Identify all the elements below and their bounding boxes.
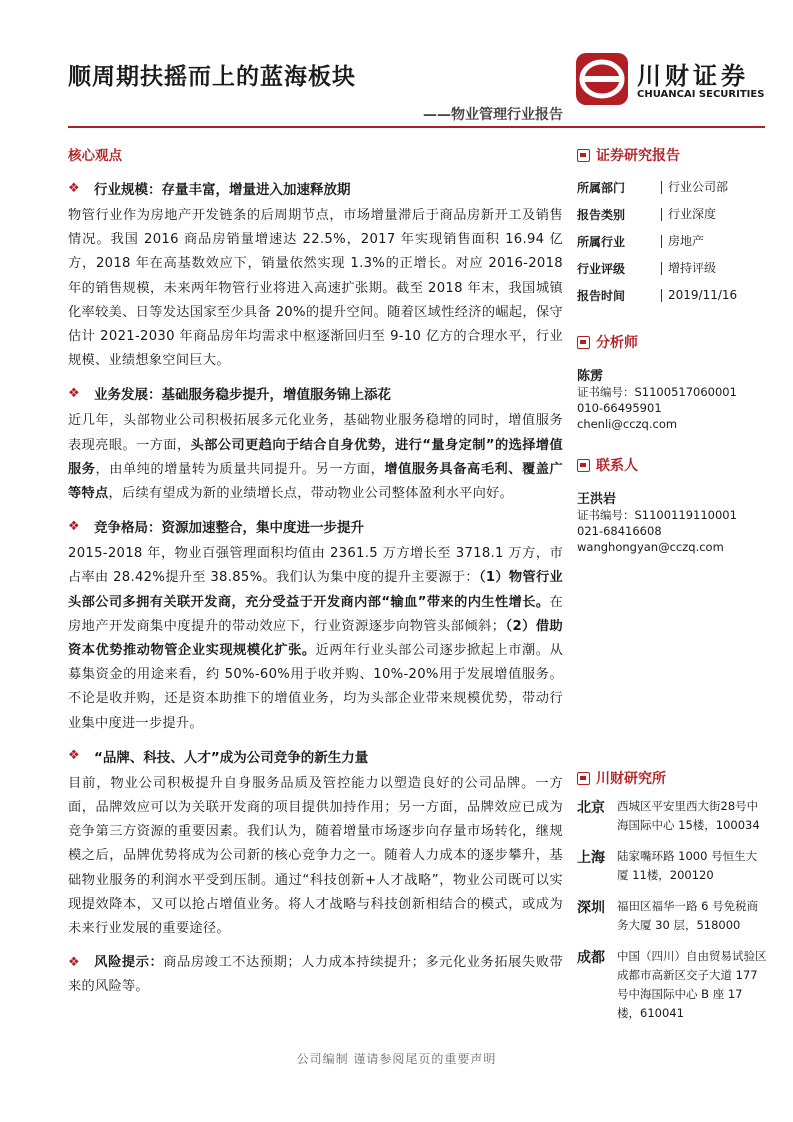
institute-icon [577, 772, 590, 785]
analyst-email[interactable]: chenli@cczq.com [577, 417, 678, 431]
info-row: 所属部门 行业公司部 [577, 180, 729, 195]
section-paragraph: 2015-2018 年，物业百强管理面积均值由 2361.5 万方增长至 3718.1 万方，市占率由 28.42%提升至 38.85%。我们认为集中度的提升主要源于：（1）物管行业头部公司多拥有关联开发商，充分受益于开发商内部“输血”带来的内生性增长。在房地产开发商集中度提升的带动效应下，行业资源逐步向物管头部倾斜；（2）借助资本优势推动物管企业实现规模化扩张。近两年行业头部公司逐步掀起上市潮。从募集资金的用途来看，约 50%-60%用于收并购、10%-20%用于发展增值服务。不论是收并购，还是资本助推下的增值业务，均为头部企业带来规模优势，带动行业集中度进一步提升。 [68, 546, 563, 731]
office-item: 成都 中国（四川）自由贸易试验区成都市高新区交子大道 177 号中海国际中心 B 座 17 楼，610041 [577, 949, 767, 1020]
info-row: 所属行业 房地产 [577, 234, 705, 249]
contact-heading: 联系人 [577, 454, 767, 476]
section-paragraph: 目前，物业公司积极提升自身服务品质及管控能力以塑造良好的公司品牌。一方面，品牌效应可以为关联开发商的项目提供加持作用；另一方面，品牌效应已成为竞争第三方资源的重要因素。我们认为，随着增量市场逐步向存量市场转化，继规模之后，品牌优势将成为公司新的核心竞争力之一。随着人力成本的逐步攀升，基础物业服务的利润水平受到压制。通过“科技创新+人才战略”，物业公司既可以实现提效降本，又可以抢占增值业务。将人才战略与科技创新相结合的模式，或成为未来行业发展的重要途径。 [68, 775, 563, 937]
header-divider [68, 126, 765, 128]
report-info-table [577, 174, 767, 309]
analyst-heading: 分析师 [577, 331, 767, 353]
contact-email[interactable]: wanghongyan@cczq.com [577, 540, 724, 554]
diamond-bullet-icon: ❖ [68, 180, 80, 196]
risk-paragraph: ❖ 风险提示：商品房竣工不达预期；人力成本持续提升；多元化业务拓展失败带来的风险等。 [68, 951, 563, 999]
main-column [68, 144, 563, 1000]
section-heading-text: “品牌、科技、人才”成为公司竞争的新生力量 [94, 749, 369, 766]
chuancai-logo-icon [575, 52, 629, 106]
section-heading-text: 竞争格局：资源加速整合，集中度进一步提升 [94, 520, 364, 537]
company-logo [575, 52, 765, 110]
footer-disclaimer: 公司编制 谨请参阅尾页的重要声明 [296, 1052, 497, 1066]
analyst-icon [577, 336, 590, 349]
brand-name-cn: 川财证券 [637, 62, 749, 90]
info-row: 报告类别 行业深度 [577, 207, 717, 222]
info-row: 行业评级 增持评级 [577, 261, 717, 276]
contact-phone: 021-68416608 [577, 524, 662, 538]
report-title: 顺周期扶摇而上的蓝海板块 [68, 64, 356, 90]
contact-icon [577, 459, 590, 472]
analyst-cert: 证书编号：S1100517060001 [577, 385, 737, 399]
brand-name-en: CHUANCAI SECURITIES [637, 89, 765, 100]
sidebar [577, 144, 767, 1035]
report-icon [577, 149, 590, 162]
section-heading [68, 176, 563, 200]
diamond-bullet-icon: ❖ [68, 955, 80, 971]
contact-cert: 证书编号：S1100119110001 [577, 508, 737, 522]
diamond-bullet-icon: ❖ [68, 385, 80, 401]
section-heading-text: 业务发展：基础服务稳步提升，增值服务锦上添花 [94, 387, 391, 404]
analyst-phone: 010-66495901 [577, 401, 662, 415]
diamond-bullet-icon: ❖ [68, 748, 80, 764]
office-item: 深圳 福田区福华一路 6 号免税商务大厦 30 层，518000 [577, 899, 759, 932]
section-heading-text: 行业规模：存量丰富，增量进入加速释放期 [94, 182, 351, 198]
section-heading [68, 381, 563, 405]
office-item: 上海 陆家嘴环路 1000 号恒生大厦 11楼，200120 [577, 849, 758, 882]
diamond-bullet-icon: ❖ [68, 518, 80, 534]
office-list [577, 797, 767, 1023]
core-views-title: 核心观点 [68, 148, 122, 164]
section-paragraph: 物管行业作为房地产开发链条的后周期节点，市场增量滞后于商品房新开工及销售情况。我国 2016 商品房销量增速达 22.5%，2017 年实现销售面积 16.94 亿方，2018 年在高基数效应下，销量依然实现 1.3%的正增长。对应 2016-2018 年的销售规模，未来两年物管行业将进入高速扩张期。截至 2018 年末，我国城镇化率较美、日等发达国家至少具备 20%的提升空间。随着区域性经济的崛起，保守估计 2021-2030 年商品房年均需求中枢逐渐回归至 9-10 亿方的合理水平，行业规模、业绩想象空间巨大。 [68, 208, 563, 369]
contact-name: 王洪岩 [577, 492, 617, 507]
section-paragraph: 近几年，头部物业公司积极拓展多元化业务，基础物业服务稳增的同时，增值服务表现亮眼。一方面，头部公司更趋向于结合自身优势，进行“量身定制”的选择增值服务，由单纯的增量转为质量共同提升。另一方面，增值服务具备高毛利、覆盖广等特点，后续有望成为新的业绩增长点，带动物业公司整体盈利水平向好。 [68, 413, 563, 502]
report-info-heading: 证券研究报告 [577, 144, 767, 166]
office-item: 北京 西城区平安里西大街28号中海国际中心 15楼，100034 [577, 799, 760, 832]
analyst-name: 陈雳 [577, 369, 604, 384]
info-row: 报告时间 2019/11/16 [577, 288, 738, 303]
section-heading [68, 744, 563, 768]
section-heading [68, 514, 563, 538]
institute-heading: 川财研究所 [577, 767, 767, 789]
report-subtitle: ——物业管理行业报告 [423, 107, 563, 123]
